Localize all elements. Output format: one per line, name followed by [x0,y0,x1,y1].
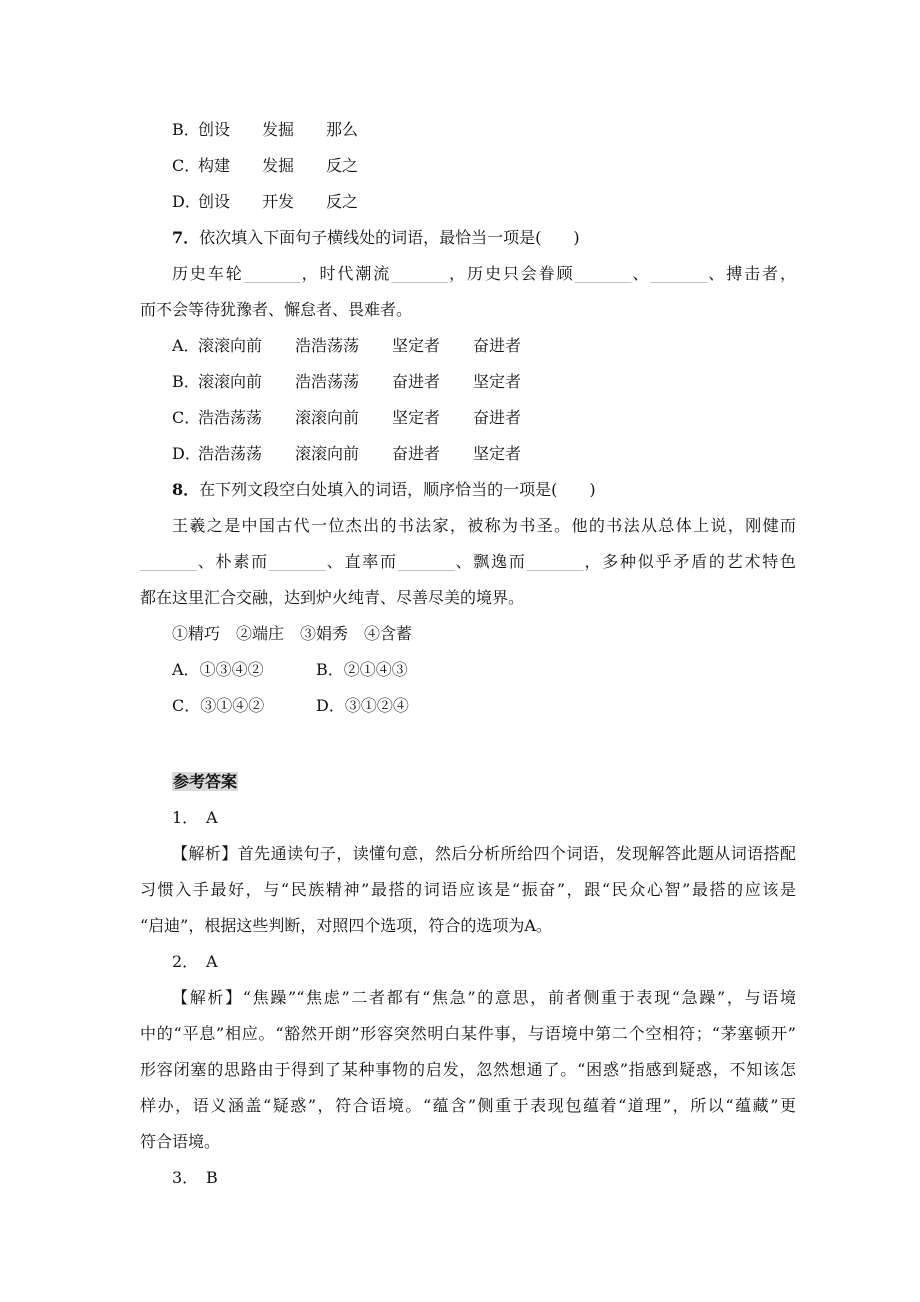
q7-option [172,442,796,466]
option-label: D． [172,444,201,463]
option-word: 发掘 [262,156,295,175]
option-word: 反之 [326,192,359,211]
q8-option [172,694,316,718]
passage-text: 、 [630,264,651,283]
option-label: A． [172,336,200,355]
option-word: 坚定者 [392,336,441,355]
answer-2 [172,950,796,974]
explanation-line [140,1094,796,1118]
option-label: D． [316,696,345,715]
explanation-line [140,878,796,902]
passage-text: 都在这里汇合交融，达到炉火纯青、尽善尽美的境界。 [140,588,525,607]
passage-text: ，多种似乎矛盾的艺术特色 [582,552,796,571]
q8-passage-line [140,586,796,610]
option-word: 创设 [198,192,231,211]
q8-passage-line [172,514,796,538]
fill-blank: ________ [574,264,631,283]
q8-passage-line [140,550,796,574]
explanation-line [172,842,796,866]
explanation-line [140,914,796,938]
q6-option [172,154,796,178]
q7-option [172,370,796,394]
option-word: 浩浩荡荡 [198,408,263,427]
fill-blank: ________ [243,264,300,283]
q8-option [316,694,460,718]
explanation-text: 符合语境。 [140,1132,221,1151]
option-word: 滚滚向前 [295,408,360,427]
q7-option [172,334,796,358]
q6-option [172,118,796,142]
option-label: D． [172,192,201,211]
option-word: 创设 [198,120,231,139]
passage-text: 而不会等待犹豫者、懈怠者、畏难者。 [140,300,413,319]
option-word: 奋进者 [392,444,441,463]
option-word: 奋进者 [392,372,441,391]
option-label: C． [172,696,201,715]
answer-number: 2． [172,952,199,971]
q8-stem [172,478,796,502]
answer-number: 3． [172,1168,199,1187]
option-word: 滚滚向前 [198,372,263,391]
option-word: 那么 [326,120,359,139]
option-word: 开发 [262,192,295,211]
explanation-line [172,986,796,1010]
q7-passage-line [172,262,796,286]
answer-number: 1． [172,808,199,827]
option-word: 滚滚向前 [198,336,263,355]
passage-text: 、直率而 [324,552,398,571]
option-label: A． [172,660,200,679]
q8-option [316,658,460,682]
answer-value: B [206,1168,218,1187]
fill-blank: ________ [268,552,325,571]
explanation-line [140,1058,796,1082]
fill-blank: ________ [650,264,707,283]
option-label: C． [172,408,201,427]
q8-option [172,658,316,682]
option-word: 坚定者 [392,408,441,427]
question-number: 8． [172,480,200,499]
option-word: 构建 [198,156,231,175]
passage-text: 、搏击者， [706,264,796,283]
explanation-line [140,1130,796,1154]
question-stem: 依次填入下面句子横线处的词语，最恰当一项是( ) [199,228,580,247]
passage-text: 、飘逸而 [453,552,527,571]
option-word: 坚定者 [473,444,522,463]
explanation-text: 中的“平息”相应。“豁然开朗”形容突然明白某件事，与语境中第二个空相符；“茅塞顿开” [140,1024,796,1043]
option-value: ③①②④ [344,696,409,715]
explanation-text: 【解析】首先通读句子，读懂句意，然后分析所给四个词语，发现解答此题从词语搭配 [172,844,796,863]
explanation-text: 【解析】“焦躁”“焦虑”二者都有“焦急”的意思，前者侧重于表现“急躁”，与语境 [172,988,796,1007]
option-word: 坚定者 [473,372,522,391]
option-label: B． [172,120,200,139]
answer-value: A [206,952,218,971]
fill-blank: ________ [526,552,583,571]
explanation-text: 习惯入手最好，与“民族精神”最搭的词语应该是“振奋”，跟“民众心智”最搭的应该是 [140,880,796,899]
word-items: ①精巧 ②端庄 ③娟秀 ④含蓄 [172,624,413,643]
option-word: 滚滚向前 [295,444,360,463]
option-label: B． [172,372,200,391]
answers-heading [172,770,796,794]
option-word: 反之 [326,156,359,175]
option-word: 浩浩荡荡 [295,336,360,355]
question-stem: 在下列文段空白处填入的词语，顺序恰当的一项是( ) [199,480,596,499]
fill-blank: ________ [391,264,448,283]
option-word: 浩浩荡荡 [198,444,263,463]
passage-text: ，时代潮流 [299,264,392,283]
option-label: B． [316,660,344,679]
q7-stem [172,226,796,250]
option-word: 奋进者 [473,336,522,355]
fill-blank: ________ [140,552,196,571]
answers-heading-text: 参考答案 [173,772,238,791]
q6-option [172,190,796,214]
option-label: C． [172,156,201,175]
q8-option-row [172,658,796,682]
fill-blank: ________ [397,552,454,571]
option-value: ③①④② [200,696,265,715]
explanation-text: “启迪”，根据这些判断，对照四个选项，符合的选项为A。 [140,916,552,935]
answer-value: A [206,808,218,827]
option-word: 发掘 [262,120,295,139]
explanation-line [140,1022,796,1046]
passage-text: 、朴素而 [196,552,269,571]
passage-text: ，历史只会眷顾 [447,264,575,283]
option-word: 奋进者 [473,408,522,427]
explanation-text: 样办，语义涵盖“疑惑”，符合语境。“蕴含”侧重于表现包蕴着“道理”，所以“蕴藏”更 [140,1096,796,1115]
q8-items [172,622,796,646]
q7-passage-line [140,298,796,322]
option-value: ①③④② [199,660,264,679]
option-word: 浩浩荡荡 [295,372,360,391]
option-value: ②①④③ [343,660,408,679]
question-number: 7． [172,228,200,247]
q8-option-row [172,694,796,718]
explanation-text: 形容闭塞的思路由于得到了某种事物的启发，忽然想通了。“困惑”指感到疑惑，不知该怎 [140,1060,796,1079]
passage-text: 历史车轮 [172,264,244,283]
answer-1 [172,806,796,830]
passage-text: 王羲之是中国古代一位杰出的书法家，被称为书圣。他的书法从总体上说，刚健而 [172,516,796,535]
answer-3 [172,1166,796,1190]
q7-option [172,406,796,430]
